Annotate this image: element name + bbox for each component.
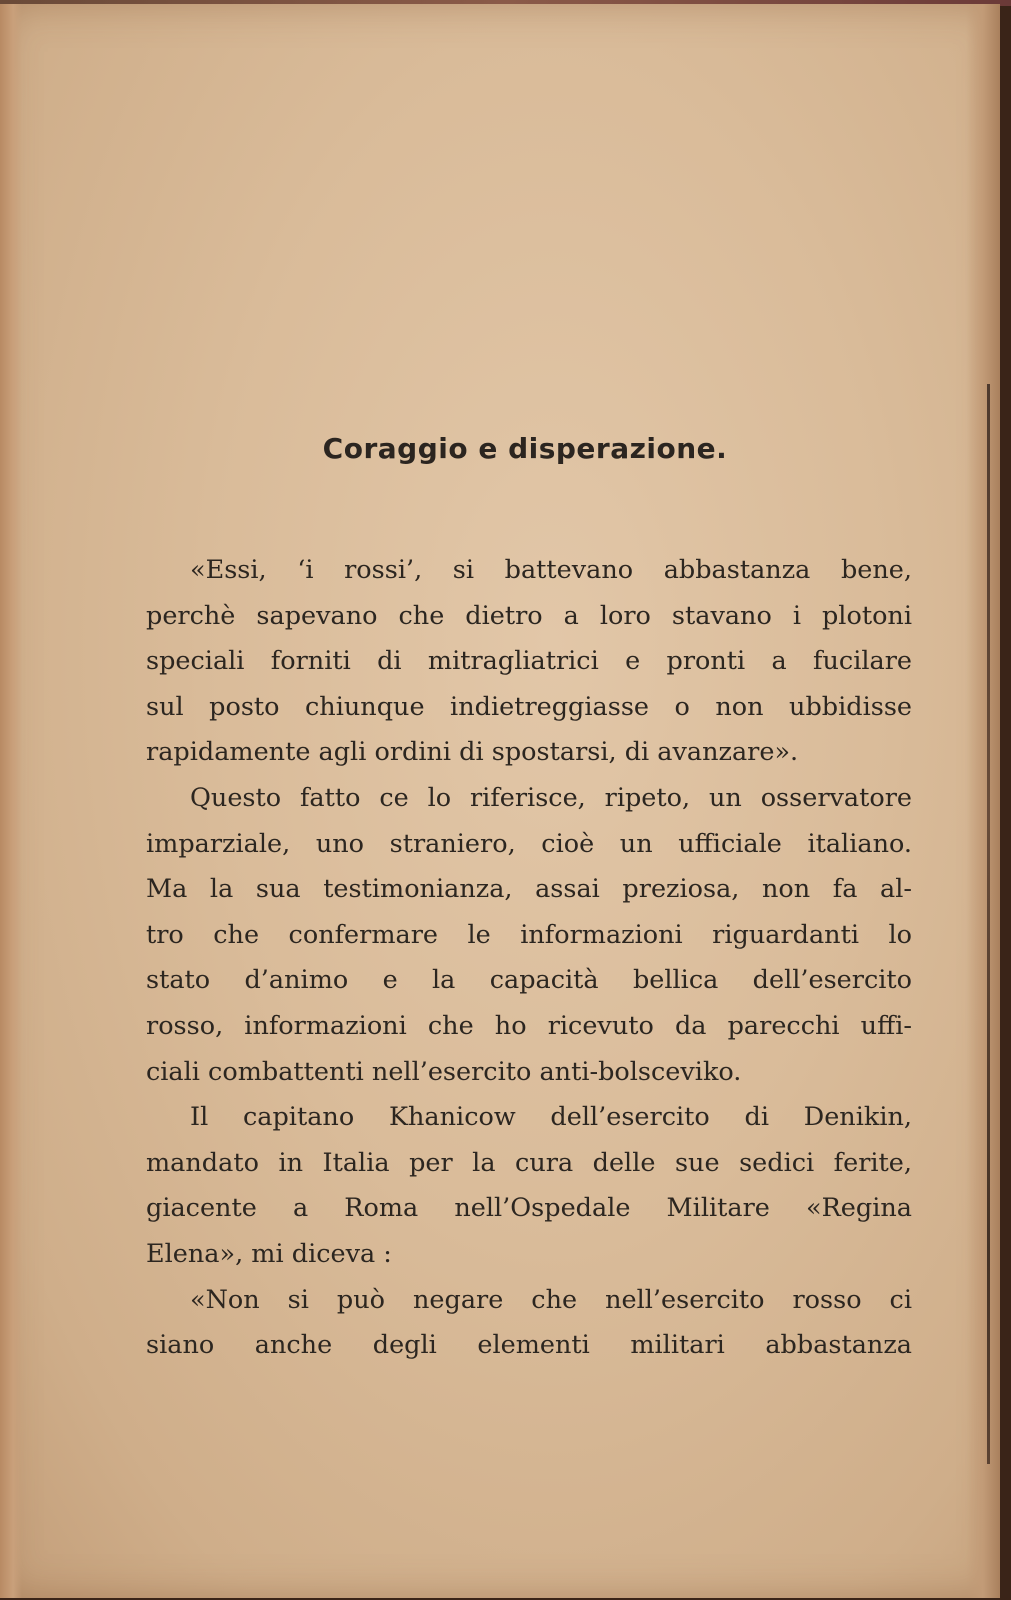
text-line: rapidamente agli ordini di spostarsi, di avanzare». [146,737,799,768]
text-line: siano anche degli elementi militari abbastanza [146,1330,912,1361]
text-line: Ma la sua testimonianza, assai preziosa, non fa al- [146,874,912,905]
text-line: giacente a Roma nell’Ospedale Militare «Regina [146,1193,912,1224]
text-line: «Non si può negare che nell’esercito rosso ci [190,1284,912,1315]
text-line: mandato in Italia per la cura delle sue sedici ferite, [146,1147,912,1178]
text-line: Questo fatto ce lo riferisce, ripeto, un osservatore [190,782,912,813]
text-line: tro che confermare le informazioni riguardanti lo [146,919,912,950]
text-line: Elena», mi diceva : [146,1238,392,1269]
page-right-edge [966,4,1000,1598]
text-line: ciali combattenti nell’esercito anti-bolsceviko. [146,1056,742,1087]
text-line: stato d’animo e la capacità bellica dell’esercito [146,965,912,996]
body-text [146,548,912,1369]
page-left-edge [0,4,22,1598]
text-line: perchè sapevano che dietro a loro stavano i plotoni [146,600,912,631]
text-line: sul posto chiunque indietreggiasse o non ubbidisse [146,691,912,722]
text-line: Il capitano Khanicow dell’esercito di Denikin, [190,1102,912,1133]
binding-shadow [987,384,990,1464]
text-line: imparziale, uno straniero, cioè un ufficiale italiano. [146,828,912,859]
text-line: speciali forniti di mitragliatrici e pronti a fucilare [146,646,912,677]
text-line: rosso, informazioni che ho ricevuto da parecchi uffi- [146,1010,912,1041]
chapter-title: Coraggio e disperazione. [322,432,728,465]
text-line: «Essi, ‘i rossi’, si battevano abbastanza bene, [190,555,912,585]
